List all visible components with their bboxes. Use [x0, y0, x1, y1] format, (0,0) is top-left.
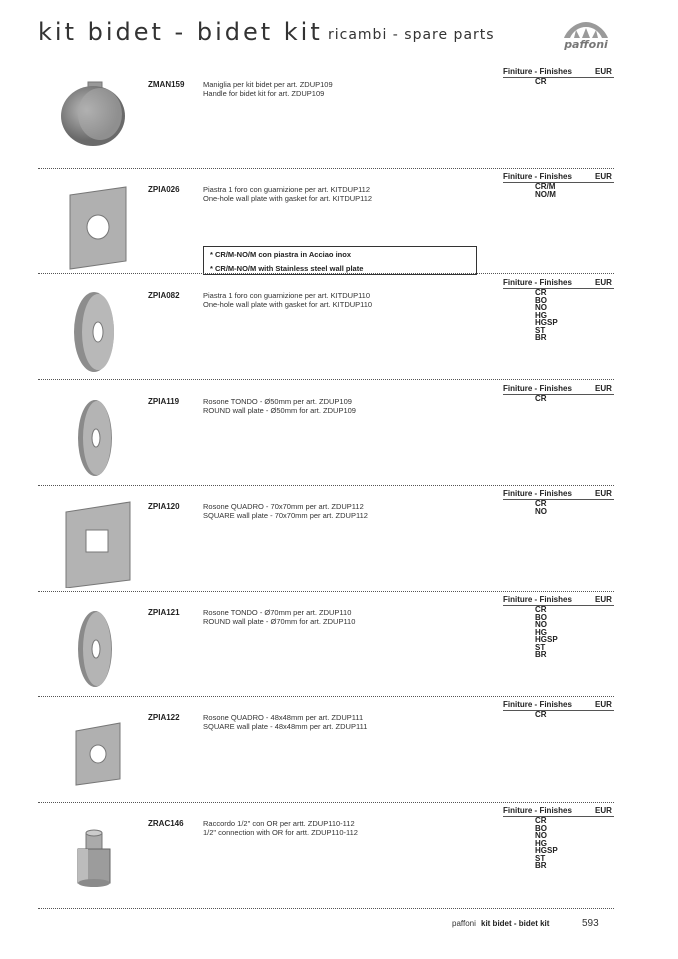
description-english: ROUND wall plate - Ø50mm for art. ZDUP109	[203, 406, 356, 415]
row-separator	[38, 696, 614, 697]
product-code: ZMAN159	[148, 80, 185, 89]
description-italian: Piastra 1 foro con guarnizione per art. KITDUP112	[203, 185, 371, 194]
currency-header: EUR	[595, 278, 612, 287]
description-italian: Rosone QUADRO - 48x48mm per art. ZDUP111	[203, 713, 364, 722]
note-text: * CR/M-NO/M con piastra in Acciao inox	[210, 250, 351, 259]
finishes-list	[535, 183, 556, 198]
finish-code: CR	[535, 710, 547, 719]
description-english: ROUND wall plate - Ø70mm for art. ZDUP110	[203, 617, 356, 626]
finish-code: BR	[535, 333, 547, 342]
description-italian: Maniglia per kit bidet per art. ZDUP109	[203, 80, 333, 89]
product-row	[38, 700, 614, 809]
currency-header: EUR	[595, 700, 612, 709]
row-separator	[38, 485, 614, 486]
finish-code: CR	[535, 605, 547, 614]
header-rule	[503, 816, 614, 817]
finish-code: NO/M	[535, 189, 556, 199]
finish-code: CR	[535, 816, 547, 825]
product-code: ZPIA122	[148, 713, 180, 722]
finish-code: BR	[535, 861, 547, 870]
product-row	[38, 489, 614, 598]
logo-text: paffoni	[564, 38, 608, 51]
description-english: One-hole wall plate with gasket for art. KITDUP110	[203, 300, 373, 309]
footer-title: kit bidet - bidet kit	[481, 919, 550, 928]
finish-code: CR	[535, 499, 547, 508]
description-english: Handle for bidet kit for art. ZDUP109	[203, 89, 325, 98]
header-rule	[503, 394, 614, 395]
product-row	[38, 172, 614, 281]
small-square-plate-icon	[48, 709, 138, 799]
description-english: SQUARE wall plate - 70x70mm per art. ZDUP112	[203, 511, 368, 520]
row-separator	[38, 379, 614, 380]
finish-code: HGSP	[535, 318, 558, 327]
finish-code: ST	[535, 853, 546, 863]
finishes-header: Finiture - Finishes	[503, 806, 572, 815]
finish-code: NO	[535, 303, 547, 312]
round-plate-icon	[48, 287, 138, 377]
header-rule	[503, 77, 614, 78]
finishes-header: Finiture - Finishes	[503, 489, 572, 498]
currency-header: EUR	[595, 806, 612, 815]
round-rosette-icon	[48, 393, 138, 483]
finish-code: ST	[535, 325, 546, 335]
product-row	[38, 67, 614, 176]
description-italian: Rosone TONDO - Ø70mm per art. ZDUP110	[203, 608, 352, 617]
page-title: kit bidet - bidet kit	[38, 18, 323, 46]
description-english: SQUARE wall plate - 48x48mm per art. ZDUP111	[203, 722, 368, 731]
fitting-icon	[48, 815, 138, 905]
finishes-header: Finiture - Finishes	[503, 700, 572, 709]
description-italian: Rosone QUADRO - 70x70mm per art. ZDUP112	[203, 502, 364, 511]
note-text: * CR/M-NO/M with Stainless steel wall plate	[210, 264, 364, 273]
header-rule	[503, 499, 614, 500]
footer-brand: paffoni	[452, 919, 476, 928]
finish-code: BO	[535, 295, 547, 305]
description-italian: Rosone TONDO - Ø50mm per art. ZDUP109	[203, 397, 352, 406]
finish-code: BR	[535, 650, 547, 659]
product-code: ZPIA026	[148, 185, 180, 194]
finish-code: CR	[535, 394, 547, 403]
finish-code: HG	[535, 310, 547, 320]
round-rosette-icon	[48, 604, 138, 694]
currency-header: EUR	[595, 67, 612, 76]
finish-code: CR/M	[535, 182, 556, 191]
currency-header: EUR	[595, 595, 612, 604]
product-row	[38, 595, 614, 704]
finishes-list	[535, 606, 558, 659]
row-separator	[38, 802, 614, 803]
currency-header: EUR	[595, 384, 612, 393]
finish-code: NO	[535, 506, 547, 516]
description-english: One-hole wall plate with gasket for art. KITDUP112	[203, 194, 373, 203]
page-number: 593	[582, 918, 599, 929]
finish-code: NO	[535, 620, 547, 629]
finishes-header: Finiture - Finishes	[503, 172, 572, 181]
finishes-list	[535, 711, 547, 719]
finish-code: HGSP	[535, 635, 558, 644]
currency-header: EUR	[595, 489, 612, 498]
page-subtitle: ricambi - spare parts	[328, 27, 495, 43]
finish-code: HG	[535, 627, 547, 637]
product-code: ZPIA082	[148, 291, 180, 300]
finishes-header: Finiture - Finishes	[503, 384, 572, 393]
product-code: ZRAC146	[148, 819, 184, 828]
finishes-list	[535, 500, 547, 515]
row-separator	[38, 273, 614, 274]
finishes-list	[535, 395, 547, 403]
finishes-header: Finiture - Finishes	[503, 278, 572, 287]
header-rule	[503, 710, 614, 711]
finish-code: HGSP	[535, 846, 558, 855]
description-italian: Piastra 1 foro con guarnizione per art. KITDUP110	[203, 291, 371, 300]
product-code: ZPIA120	[148, 502, 180, 511]
square-rosette-icon	[48, 498, 138, 588]
finishes-header: Finiture - Finishes	[503, 67, 572, 76]
finish-code: CR	[535, 288, 547, 297]
finish-code: CR	[535, 77, 547, 86]
product-row	[38, 278, 614, 387]
finishes-list	[535, 289, 558, 342]
product-row	[38, 384, 614, 493]
header-rule	[503, 182, 614, 183]
product-code: ZPIA121	[148, 608, 180, 617]
square-plate-icon	[48, 181, 138, 271]
currency-header: EUR	[595, 172, 612, 181]
finishes-list	[535, 817, 558, 870]
finish-code: BO	[535, 612, 547, 622]
header-rule	[503, 288, 614, 289]
finish-code: BO	[535, 823, 547, 833]
finishes-list	[535, 78, 547, 86]
product-row	[38, 806, 614, 915]
finish-code: ST	[535, 642, 546, 652]
row-separator	[38, 591, 614, 592]
finishes-header: Finiture - Finishes	[503, 595, 572, 604]
description-english: 1/2" connection with OR for artt. ZDUP110-112	[203, 828, 358, 837]
row-separator	[38, 168, 614, 169]
note-box	[203, 246, 477, 275]
description-italian: Raccordo 1/2" con OR per artt. ZDUP110-112	[203, 819, 355, 828]
finish-code: NO	[535, 831, 547, 840]
finish-code: HG	[535, 838, 547, 848]
handle-icon	[48, 76, 138, 166]
footer-separator	[38, 908, 614, 909]
product-code: ZPIA119	[148, 397, 180, 406]
header-rule	[503, 605, 614, 606]
